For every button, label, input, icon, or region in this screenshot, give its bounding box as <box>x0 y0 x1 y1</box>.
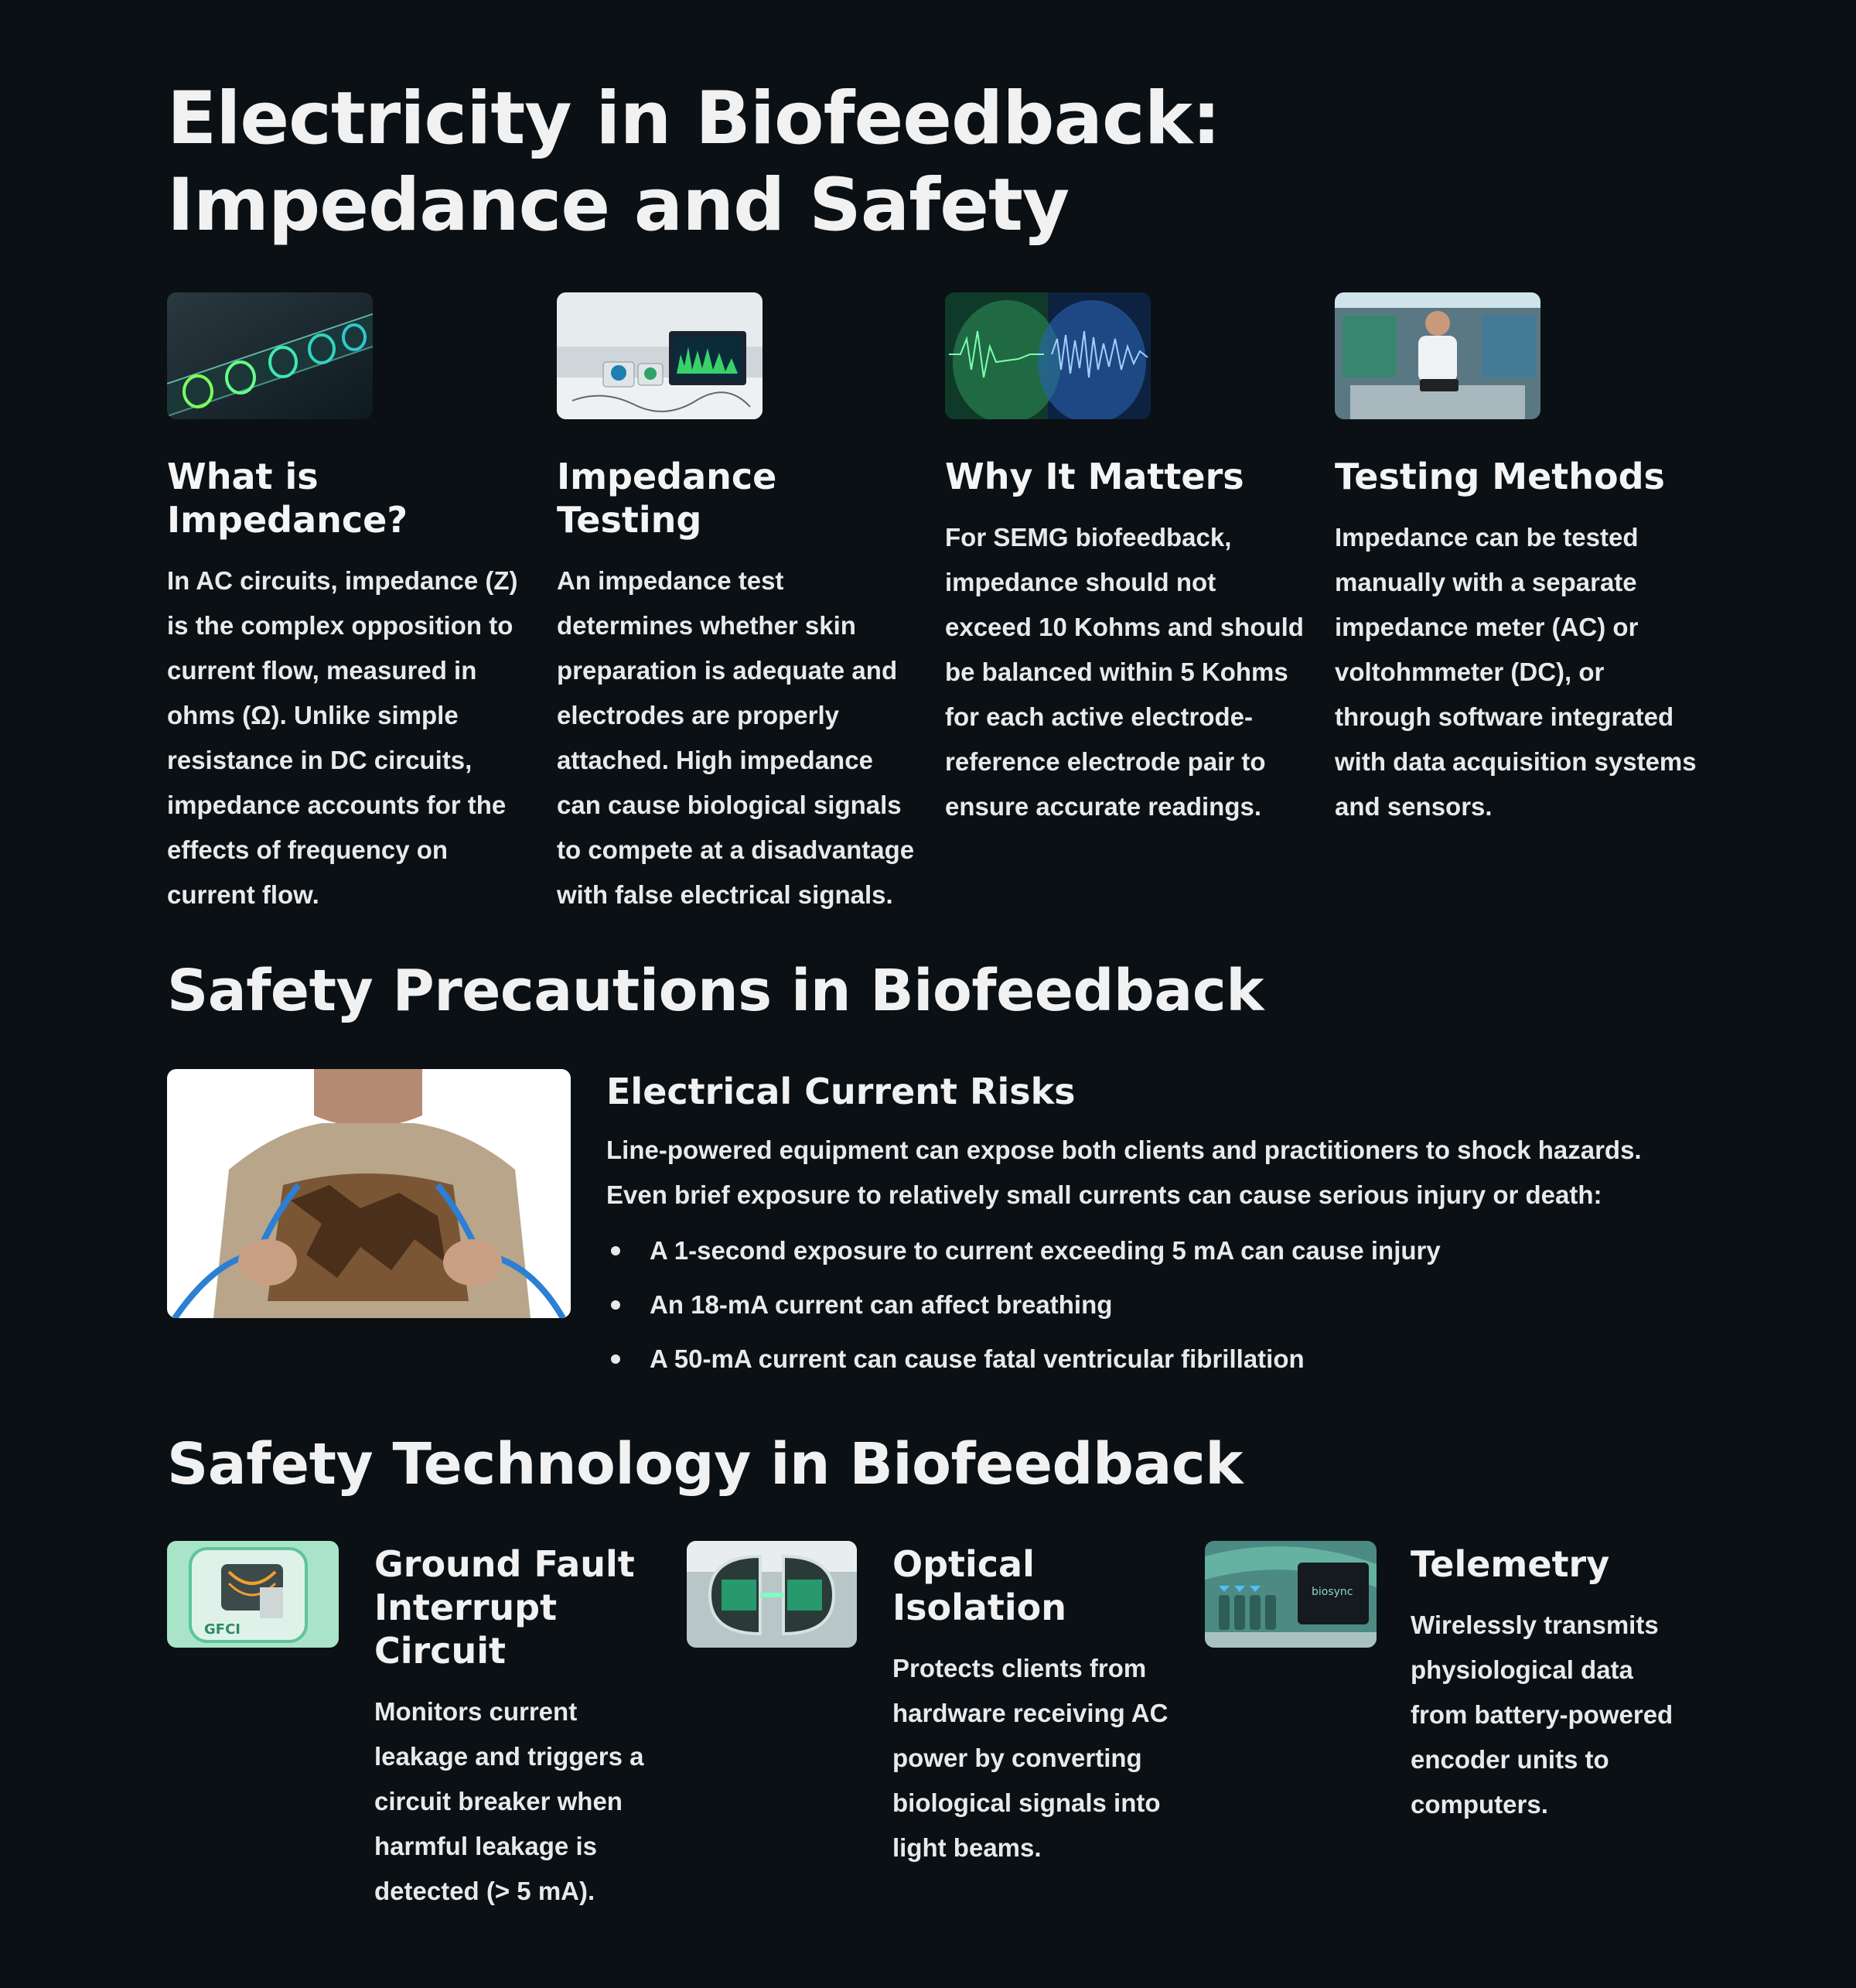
list-item-text: A 1-second exposure to current exceeding 5 mA can cause injury <box>650 1236 1441 1265</box>
tech-telemetry <box>1411 1542 1689 1827</box>
tech-body: Wirelessly transmits physiological data from battery-powered encoder units to computers. <box>1411 1611 1673 1819</box>
electrical-risks-block <box>606 1066 1689 1386</box>
bullet-icon <box>611 1300 620 1310</box>
card-body: In AC circuits, impedance (Z) is the complex opposition to current flow, measured in ohms (Ω). Unlike simple resistance in DC circuits, impedance accounts for the effects of frequency on current flow. <box>167 566 518 909</box>
risks-intro: Line-powered equipment can expose both clients and practitioners to shock hazards. Even brief exposure to relatively small currents can cause serious injury or death: <box>606 1136 1642 1209</box>
biosync-telemetry-image <box>1205 1541 1377 1648</box>
list-item-text: A 50-mA current can cause fatal ventricular fibrillation <box>650 1344 1305 1373</box>
card-impedance-testing <box>557 455 920 917</box>
bullet-icon <box>611 1354 620 1364</box>
list-item <box>606 1332 1689 1386</box>
signal-pattern-comparison-image <box>945 292 1151 419</box>
tech-heading: Optical Isolation <box>892 1543 1067 1628</box>
risks-list <box>606 1224 1689 1386</box>
card-heading: Testing Methods <box>1335 456 1665 497</box>
safety-section-title: Safety Precautions in Biofeedback <box>167 958 1264 1024</box>
shock-victim-image <box>167 1069 571 1318</box>
card-what-is-impedance <box>167 455 531 917</box>
card-heading: Why It Matters <box>945 456 1244 497</box>
list-item <box>606 1224 1689 1278</box>
gfci-outlet-image <box>167 1541 339 1648</box>
card-body: An impedance test determines whether skin preparation is adequate and electrodes are properly attached. High impedance can cause biological signals to compete at a disadvantage with false electrical signals. <box>557 566 915 909</box>
card-heading: Impedance Testing <box>557 456 777 541</box>
optical-isolator-image <box>687 1541 857 1648</box>
scientist-testing-image <box>1335 292 1540 419</box>
lab-equipment-monitor-image <box>557 292 763 419</box>
tech-body: Monitors current leakage and triggers a circuit breaker when harmful leakage is detected (> 5 mA). <box>374 1697 644 1905</box>
tech-heading: Telemetry <box>1411 1543 1610 1585</box>
bullet-icon <box>611 1246 620 1255</box>
list-item <box>606 1278 1689 1332</box>
tech-ground-fault <box>374 1542 653 1914</box>
biosync-label: biosync <box>1312 1586 1353 1598</box>
tech-body: Protects clients from hardware receiving AC power by converting biological signals into light beams. <box>892 1654 1169 1862</box>
risks-heading: Electrical Current Risks <box>606 1071 1076 1112</box>
card-body: For SEMG biofeedback, impedance should not exceed 10 Kohms and should be balanced within 5 Kohms for each active electrode-reference electrode pair to ensure accurate readings. <box>945 523 1304 821</box>
card-testing-methods <box>1335 455 1698 829</box>
card-body: Impedance can be tested manually with a separate impedance meter (AC) or voltohmmeter (DC), or through software integrated with data acquisition systems and sensors. <box>1335 523 1697 821</box>
card-why-it-matters <box>945 455 1308 829</box>
glowing-wire-coil-image <box>167 292 373 419</box>
gfci-label: GFCI <box>204 1621 241 1638</box>
card-heading: What is Impedance? <box>167 456 408 541</box>
tech-optical-isolation <box>892 1542 1171 1870</box>
list-item-text: An 18-mA current can affect breathing <box>650 1290 1113 1319</box>
page-title: Electricity in Biofeedback: Impedance and Safety <box>167 77 1220 248</box>
tech-heading: Ground Fault Interrupt Circuit <box>374 1543 635 1672</box>
technology-section-title: Safety Technology in Biofeedback <box>167 1431 1244 1498</box>
